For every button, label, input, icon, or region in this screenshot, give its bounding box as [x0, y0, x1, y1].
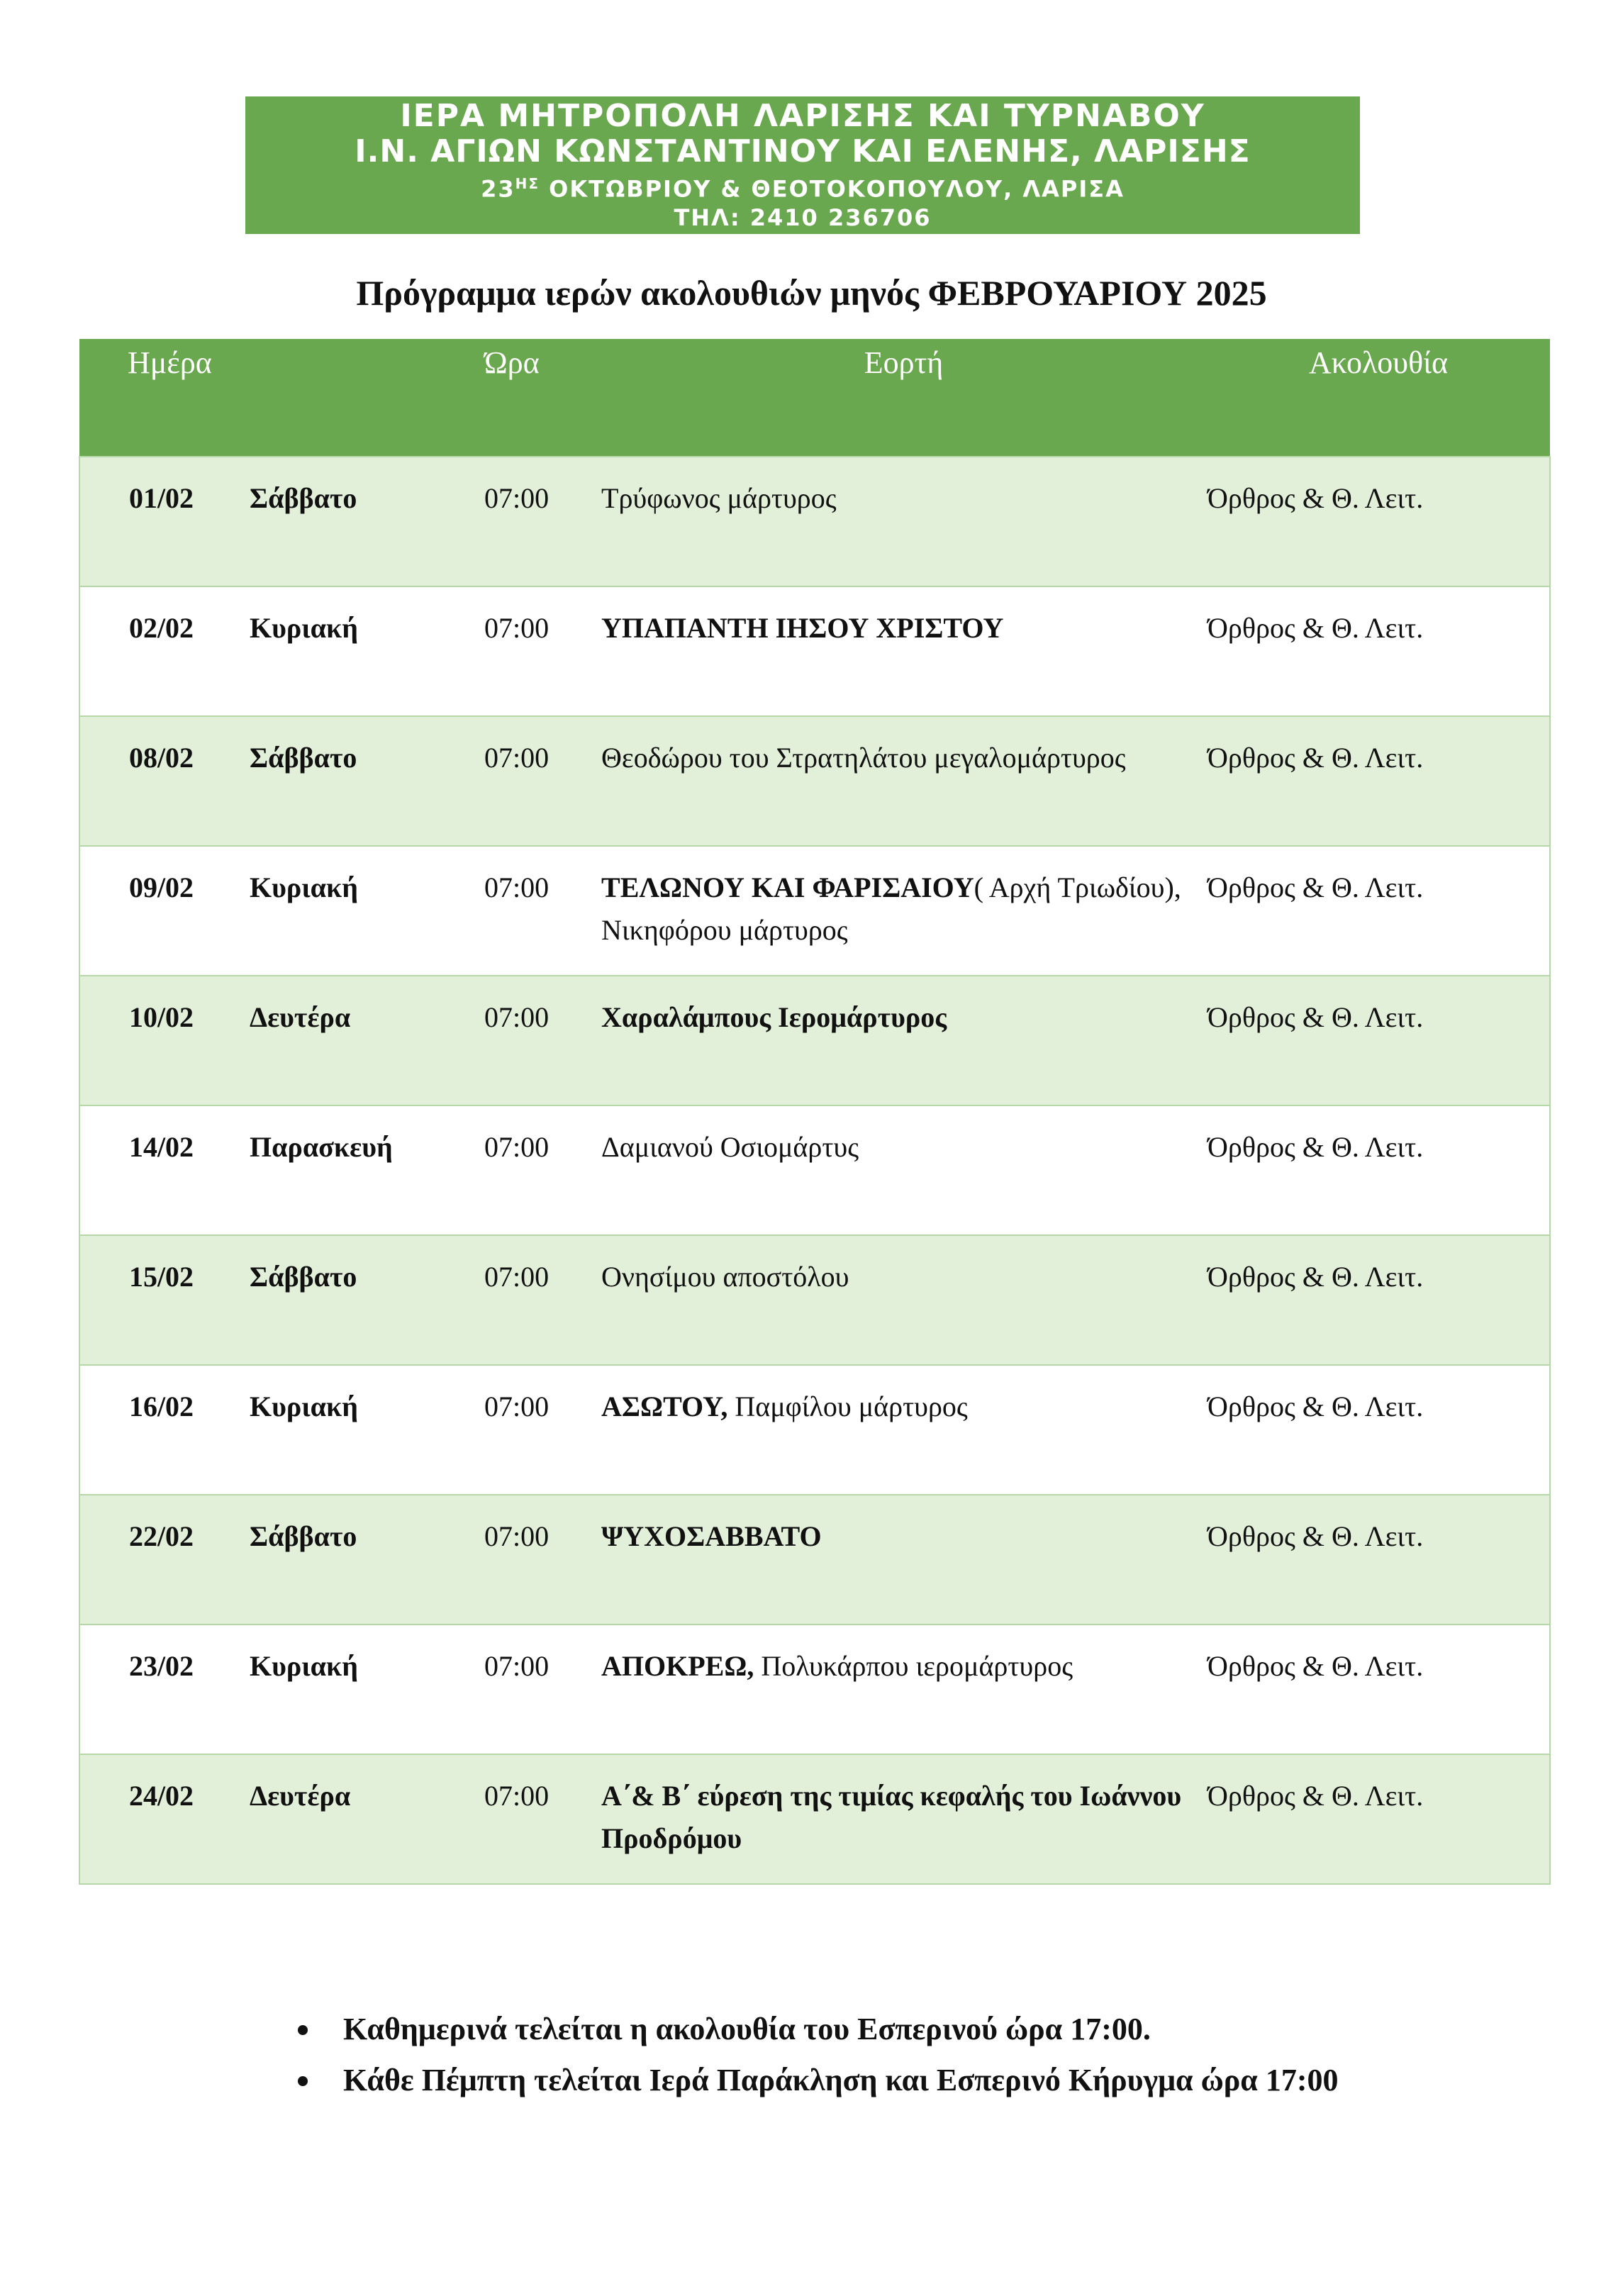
row-service: Όρθρος & Θ. Λειτ. — [1207, 976, 1550, 1105]
feast-bold: ΤΕΛΩΝΟΥ ΚΑΙ ΦΑΡΙΣΑΙΟΥ — [601, 871, 974, 903]
church-address — [245, 169, 1360, 204]
row-date: 24/02 — [79, 1754, 242, 1884]
header-service: Ακολουθία — [1207, 339, 1550, 457]
feast-text: Πολυκάρπου ιερομάρτυρος — [754, 1650, 1073, 1682]
row-service: Όρθρος & Θ. Λειτ. — [1207, 457, 1550, 586]
row-weekday: Δευτέρα — [242, 1754, 484, 1884]
row-time: 07:00 — [484, 716, 601, 846]
table-header-row — [79, 339, 1550, 457]
row-feast — [601, 976, 1207, 1105]
address-street: ΟΚΤΩΒΡΙΟΥ & ΘΕΟΤΟΚΟΠΟΥΛΟΥ, ΛΑΡΙΣΑ — [540, 175, 1125, 203]
row-weekday: Παρασκευή — [242, 1105, 484, 1235]
row-date: 16/02 — [79, 1365, 242, 1495]
row-weekday: Σάββατο — [242, 1495, 484, 1625]
notes-list — [298, 2007, 1418, 2109]
table-row — [79, 716, 1550, 846]
row-service: Όρθρος & Θ. Λειτ. — [1207, 1235, 1550, 1365]
row-service: Όρθρος & Θ. Λειτ. — [1207, 586, 1550, 716]
row-time: 07:00 — [484, 846, 601, 976]
row-weekday: Κυριακή — [242, 586, 484, 716]
table-row — [79, 1754, 1550, 1884]
header-day: Ημέρα — [79, 339, 484, 457]
header-time: Ώρα — [484, 339, 601, 457]
row-feast — [601, 716, 1207, 846]
row-date: 08/02 — [79, 716, 242, 846]
feast-bold: Α΄& Β΄ εύρεση της τιμίας κεφαλής του Ιωάννου Προδρόμου — [601, 1780, 1182, 1854]
feast-bold: ΑΠΟΚΡΕΩ, — [601, 1650, 754, 1682]
address-suffix: ΗΣ — [515, 175, 540, 193]
feast-bold: ΨΥΧΟΣΑΒΒΑΤΟ — [601, 1520, 822, 1552]
row-weekday: Κυριακή — [242, 1625, 484, 1754]
row-service: Όρθρος & Θ. Λειτ. — [1207, 1365, 1550, 1495]
table-row — [79, 1495, 1550, 1625]
feast-text: Τρύφωνος μάρτυρος — [601, 482, 837, 514]
row-service: Όρθρος & Θ. Λειτ. — [1207, 1625, 1550, 1754]
row-service: Όρθρος & Θ. Λειτ. — [1207, 716, 1550, 846]
church-name: Ι.Ν. ΑΓΙΩΝ ΚΩΝΣΤΑΝΤΙΝΟΥ ΚΑΙ ΕΛΕΝΗΣ, ΛΑΡΙΣΗΣ — [355, 133, 1251, 170]
address-number: 23 — [481, 175, 515, 203]
feast-bold: Χαραλάμπους Ιερομάρτυρος — [601, 1001, 947, 1033]
row-date: 22/02 — [79, 1495, 242, 1625]
church-phone: ΤΗΛ: 2410 236706 — [674, 204, 932, 231]
row-service: Όρθρος & Θ. Λειτ. — [1207, 846, 1550, 976]
row-service: Όρθρος & Θ. Λειτ. — [1207, 1754, 1550, 1884]
row-feast — [601, 457, 1207, 586]
row-time: 07:00 — [484, 1235, 601, 1365]
row-time: 07:00 — [484, 1105, 601, 1235]
row-feast — [601, 1754, 1207, 1884]
table-row — [79, 1365, 1550, 1495]
row-time: 07:00 — [484, 1495, 601, 1625]
row-weekday: Κυριακή — [242, 846, 484, 976]
row-feast — [601, 1495, 1207, 1625]
row-weekday: Σάββατο — [242, 716, 484, 846]
row-feast — [601, 1365, 1207, 1495]
row-time: 07:00 — [484, 586, 601, 716]
row-date: 09/02 — [79, 846, 242, 976]
feast-bold: ΑΣΩΤΟΥ, — [601, 1391, 728, 1422]
row-feast — [601, 586, 1207, 716]
table-row — [79, 1235, 1550, 1365]
row-service: Όρθρος & Θ. Λειτ. — [1207, 1105, 1550, 1235]
row-feast — [601, 1625, 1207, 1754]
table-row — [79, 457, 1550, 586]
feast-text: Ονησίμου αποστόλου — [601, 1261, 849, 1293]
row-date: 10/02 — [79, 976, 242, 1105]
metropolis-name: ΙΕΡΑ ΜΗΤΡΟΠΟΛΗ ΛΑΡΙΣΗΣ ΚΑΙ ΤΥΡΝΑΒΟΥ — [400, 98, 1205, 135]
row-feast — [601, 1235, 1207, 1365]
note-daily-vespers: Καθημερινά τελείται η ακολουθία του Εσπερινού ώρα 17:00. — [298, 2007, 1418, 2052]
row-feast — [601, 1105, 1207, 1235]
feast-text: Παμφίλου μάρτυρος — [727, 1391, 968, 1422]
row-date: 23/02 — [79, 1625, 242, 1754]
table-row — [79, 1105, 1550, 1235]
schedule-title: Πρόγραμμα ιερών ακολουθιών μηνός ΦΕΒΡΟΥΑΡΙΟΥ 2025 — [356, 273, 1267, 313]
row-service: Όρθρος & Θ. Λειτ. — [1207, 1495, 1550, 1625]
feast-text: ( Αρχή Τριωδίου), Νικηφόρου μάρτυρος — [601, 871, 1181, 946]
row-weekday: Κυριακή — [242, 1365, 484, 1495]
feast-text: Θεοδώρου του Στρατηλάτου μεγαλομάρτυρος — [601, 742, 1126, 774]
row-weekday: Δευτέρα — [242, 976, 484, 1105]
row-time: 07:00 — [484, 1754, 601, 1884]
feast-bold: ΥΠΑΠΑΝΤΗ ΙΗΣΟΥ ΧΡΙΣΤΟΥ — [601, 612, 1004, 644]
row-weekday: Σάββατο — [242, 1235, 484, 1365]
feast-text: Δαμιανού Οσιομάρτυς — [601, 1131, 859, 1163]
row-time: 07:00 — [484, 1365, 601, 1495]
row-time: 07:00 — [484, 457, 601, 586]
row-time: 07:00 — [484, 1625, 601, 1754]
row-time: 07:00 — [484, 976, 601, 1105]
table-row — [79, 846, 1550, 976]
row-date: 15/02 — [79, 1235, 242, 1365]
header-feast: Εορτή — [601, 339, 1207, 457]
note-thursday-paraklesis: Κάθε Πέμπτη τελείται Ιερά Παράκληση και Εσπερινό Κήρυγμα ώρα 17:00 — [298, 2058, 1418, 2103]
table-row — [79, 1625, 1550, 1754]
table-row — [79, 586, 1550, 716]
row-feast — [601, 846, 1207, 976]
row-date: 01/02 — [79, 457, 242, 586]
row-date: 02/02 — [79, 586, 242, 716]
row-date: 14/02 — [79, 1105, 242, 1235]
row-weekday: Σάββατο — [242, 457, 484, 586]
table-row — [79, 976, 1550, 1105]
services-schedule-table — [79, 339, 1551, 1885]
church-header-banner — [245, 96, 1360, 234]
